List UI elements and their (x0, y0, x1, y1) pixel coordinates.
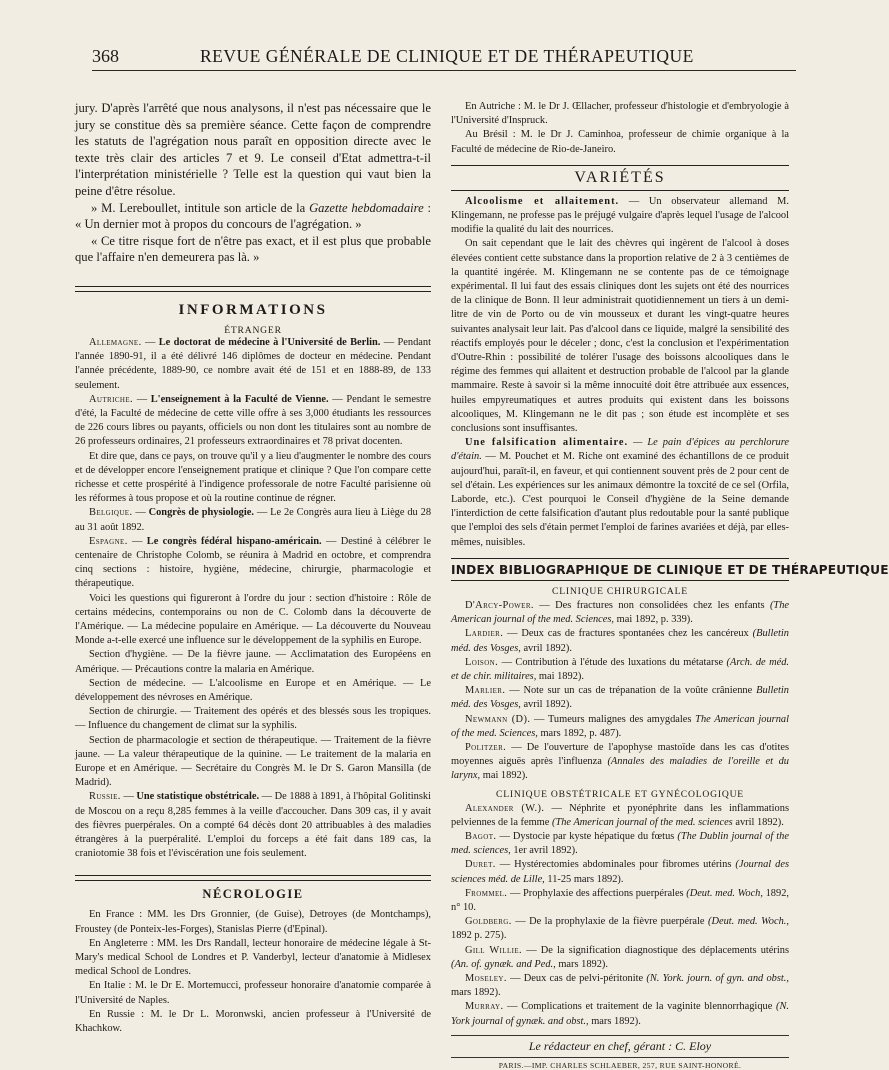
index-date: avril 1892). (520, 699, 572, 711)
information-text: De 1888 à 1891, à l'hôpital Golitinski de Moscou on a reçu 8,285 femmes à la veille d'accoucher. Dans 309 cas, il y avait des fièvres puerpérales. On a compté 64 décès dont 20 attribuables à des maladies étrangères à la puerpéralité. L'emploi du forceps a été fait dans 189 cas, la craniotomie 38 fois et l'éviscération une fois seulement. (75, 791, 431, 860)
index-title-text: — Deux cas de pelvi-péritonite (506, 972, 647, 984)
information-text: Section de chirurgie. — Traitement des opérés et des blessés sous les tropiques. — Influence du changement de climat sur la syphilis. (75, 706, 431, 732)
index-journal: (The American journal of the med. Sciences, (451, 599, 789, 626)
index-author: Gill Willie. (465, 944, 523, 956)
index-title-text: — Complications et traitement de la vaginite blennorrhagique (503, 1001, 776, 1013)
running-title: REVUE GÉNÉRALE DE CLINIQUE ET DE THÉRAPEUTIQUE (200, 46, 694, 66)
country-label: Allemagne. (89, 336, 142, 348)
index-author: Marlier. (465, 685, 506, 697)
information-entry: Espagne. — Le congrès fédéral hispano-américain. — Destiné à célébrer le centenaire de Christophe Colomb, se réunira à Madrid en octobre, et comprendra cinq sections : histoire, hygiène, médecine, chirurgie, pharmacologie et thérapeutique. (75, 535, 431, 590)
necrologie-entry: En Russie : M. le Dr L. Moronwski, ancien professeur à l'Université de Khachkow. (75, 1008, 431, 1035)
index-author: Bagot. (465, 830, 497, 842)
index-entry (451, 599, 789, 627)
page-number: 368 (92, 46, 119, 66)
information-entry: Autriche. — L'enseignement à la Faculté de Vienne. — Pendant le semestre d'été, la Faculté de médecine de cette ville offre à ses 3,000 étudiants les ressources de 226 cours libres ou payants, officiels ou non dont les titulaires sont au nombre de 26 professeurs ordinaires, 21 professeurs extraordinaires et 78 privat docenten. (75, 393, 431, 448)
index-date: mars 1892, p. 487). (537, 727, 622, 739)
index-entry (451, 684, 789, 712)
information-text: Voici les questions qui figureront à l'ordre du jour : section d'histoire : Rôle de certains médecins, contemporains ou non de C. Colomb dans la découverte de l'Amérique. — La médecine populaire en Amérique. — La découverte du Nouveau Monde a-t-elle exercé une influence sur le développement de la syphilis en Europe. (75, 592, 431, 647)
index-journal: (Deut. med. Woch, (686, 887, 763, 899)
index-journal: (Journal des sciences méd. de Lille, (451, 859, 789, 885)
right-column (451, 100, 889, 1070)
index-date: avril 1892). (520, 642, 572, 654)
index-title-text: — Note sur un cas de trépanation de la voûte crânienne (505, 685, 757, 697)
intro-paragraph: jury. D'après l'arrêté que nous analysons, il n'est pas nécessaire que le jury se constitue dès sa première séance. Cette façon de comprendre les statuts de l'agrégation nous paraît en opposition directe avec le texte très clair des articles 7 et 9. Le conseil d'Etat admettra-t-il l'interprétation ministérielle ? Telle est la question qui vaut bien la peine d'être résolue. (75, 101, 431, 198)
index-author: Goldberg. (465, 916, 512, 928)
index-journal: (Deut. med. Woch., (708, 916, 789, 928)
varietes-title: VARIÉTÉS (451, 165, 789, 191)
index-entry (451, 656, 789, 684)
index-entry (451, 830, 789, 858)
information-text: Section de médecine. — L'alcoolisme en Europe et en Amérique. — Le développement des névroses en Amérique. (75, 677, 431, 704)
left-column (75, 100, 431, 1036)
index-title-text: — Néphrite et pyonéphrite dans les inflammations pelviennes de la femme (451, 802, 789, 828)
index-title-text: — Hystérectomies abdominales pour fibromes utérins (495, 859, 736, 871)
index-date: mars 1892). (588, 1015, 641, 1027)
lereboullet-quote: : « Un dernier mot à propos du concours de l'agrégation. » (75, 200, 431, 232)
index-entry (451, 1000, 789, 1028)
obituary-continued: Au Brésil : M. le Dr J. Caminhoa, professeur de chimie organique à la Faculté de médecine de Rio-de-Janeiro. (451, 129, 789, 155)
closing-quote: « Ce titre risque fort de n'être pas exact, et il est plus que probable que l'affaire n'en demeurera pas là. » (75, 233, 431, 265)
index-date: 11-25 mars 1892). (544, 873, 624, 885)
index-title-text: — Tumeurs malignes des amygdales (530, 713, 696, 725)
information-headline: L'enseignement à la Faculté de Vienne. (150, 393, 329, 405)
index-author: Alexander (W.). (465, 802, 545, 814)
information-entry (75, 648, 431, 676)
header-rule (92, 70, 796, 71)
information-entry (75, 705, 431, 733)
falsification-article (451, 436, 789, 550)
index-journal: (N. York journal of gynæk. and obst., (451, 1001, 789, 1027)
index-date: mai 1892). (480, 770, 528, 782)
necrologie-list (75, 908, 431, 1036)
index-journal: (N. York. journ. of gyn. and obst., (646, 972, 789, 984)
index-author: Frommel. (465, 887, 508, 899)
necrologie-title: NÉCROLOGIE (202, 887, 304, 902)
index-title-text: — De l'ouverture de l'apophyse mastoïde dans les cas d'otites moyennes aiguës après l'influenza (451, 741, 789, 768)
information-entry (75, 734, 431, 791)
index-journal: (The American journal of the med. sciences (551, 816, 733, 828)
index-title-text: — Deux cas de fractures spontanées chez les cancéreux (503, 628, 753, 640)
index-date: avril 1892). (732, 816, 784, 828)
information-text: Section de pharmacologie et section de thérapeutique. — Traitement de la fièvre jaune. — La valeur thérapeutique de la quinine. — Le traitement de la malaria en Europe et en Amérique. — Secrétaire du Congrès M. le Dr S. Garon Mansilla (de Madrid). (75, 734, 431, 789)
information-entry: Allemagne. — Le doctorat de médecine à l'Université de Berlin. — Pendant l'année 1890-91, il a été délivré 146 diplômes de docteur en médecine. Pendant l'année précédente, 1889-90, ce nombre avait été de 151 et en 1888-89, de 133 seulement. (75, 336, 431, 391)
information-entry (75, 450, 431, 507)
information-headline: Une statistique obstétricale. (136, 791, 260, 803)
index-title-text: — Des fractures non consolidées chez les enfants (533, 599, 770, 611)
information-text: Et dire que, dans ce pays, on trouve qu'il y a lieu d'augmenter le nombre des cours et de développer encore l'enseignement pratique et clinique ? Que l'on compare cette richesse et cette prospérité à l'indigence professorale de notre Faculté parisienne où les réformes à tous propose et où la routine continue de régner. (75, 450, 431, 505)
index-date: mars 1892). (555, 958, 608, 970)
index-journal: (An. of. gynæk. and Ped., (451, 958, 556, 970)
information-entry (75, 677, 431, 705)
index-author: Moseley. (465, 972, 507, 984)
informations-title: INFORMATIONS (178, 301, 328, 318)
information-text: Pendant l'année 1890-91, il a été délivré 146 diplômes de docteur en médecine. Pendant l'année précédente, 1889-90, ce nombre avait été de 151 et en 1888-89, de 133 seulement. (75, 336, 431, 391)
editor-signature: Le rédacteur en chef, gérant : C. Eloy (528, 1038, 712, 1053)
index-entry (451, 887, 789, 915)
alcoolisme-headline: Alcoolisme et allaitement. (465, 195, 620, 207)
information-headline: Congrès de physiologie. (148, 507, 254, 519)
index-author: Politzer. (465, 741, 507, 753)
index-entry (451, 627, 789, 655)
index-date: 1892, n° 10. (451, 887, 789, 913)
index-journal: (Bulletin méd. des Vosges, (451, 628, 789, 654)
falsification-headline: Une falsification alimentaire. (465, 437, 629, 449)
index-title-text: — Prophylaxie des affections puerpérales (507, 887, 687, 899)
index-journal: (Annales des maladies de l'oreille et du larynx, (451, 756, 789, 782)
index-journal: (Arch. de méd. et de chir. militaires, (451, 656, 789, 682)
index-title-text: — Dystocie par kyste hépatique du fœtus (496, 830, 678, 842)
index-entry (451, 915, 789, 943)
information-text: Destiné à célébrer le centenaire de Christophe Colomb, se réunira à Madrid en octobre, et comprendra cinq sections : histoire, hygiène, médecine, chirurgie, pharmacologie et thérapeutique. (75, 535, 431, 590)
information-text: Le 2e Congrès aura lieu à Liège du 28 au 31 août 1892. (75, 507, 432, 533)
index-section-heading: CLINIQUE CHIRURGICALE (552, 585, 688, 597)
country-label: Belgique. (89, 507, 133, 519)
index-title: INDEX BIBLIOGRAPHIQUE DE CLINIQUE ET DE THÉRAPEUTIQUE (451, 558, 789, 581)
index-journal: (The Dublin journal of the med. sciences, (451, 830, 789, 857)
index-journal: Bulletin méd. des Vosges, (451, 685, 789, 711)
country-label: Russie. (89, 791, 121, 803)
information-headline: Le doctorat de médecine à l'Université de Berlin. (158, 336, 381, 348)
index-author: D'Arcy-Power. (465, 599, 534, 611)
index-date: 1er avril 1892). (510, 845, 578, 857)
information-headline: Le congrès fédéral hispano-américain. (146, 535, 322, 547)
index-entry (451, 972, 789, 1000)
country-label: Espagne. (89, 535, 128, 547)
gazette-title: Gazette hebdomadaire (309, 200, 424, 215)
index-author: Newmann (D). (465, 713, 531, 725)
lereboullet-text: » M. Lereboullet, intitule son article de la (91, 200, 310, 215)
etranger-subtitle: ÉTRANGER (224, 324, 282, 336)
obituary-continued: En Autriche : M. le Dr J. Œllacher, professeur d'histologie et d'embryologie à l'Université d'Inspruck. (451, 101, 789, 127)
printer-imprint: PARIS.—IMP. CHARLES SCHLAEBER, 257, RUE SAINT-HONORÉ. (498, 1060, 742, 1070)
lereboullet-paragraph (75, 200, 431, 233)
page-header (0, 42, 800, 72)
index-entry (451, 944, 789, 972)
index-date: mai 1892, p. 339). (614, 614, 693, 626)
index-date: mai 1892). (536, 670, 584, 682)
information-entry (75, 592, 431, 649)
index-author: Loison. (465, 656, 499, 668)
index-journal: The American journal of the med. Sciences, (451, 713, 789, 739)
index-author: Duret. (465, 859, 496, 871)
informations-list (75, 336, 431, 862)
index-author: Lardier. (465, 628, 504, 640)
index-entry (451, 713, 789, 741)
country-label: Autriche. (89, 393, 134, 405)
index-date: mars 1892). (451, 987, 501, 999)
information-entry: Belgique. — Congrès de physiologie. — Le 2e Congrès aura lieu à Liège du 28 au 31 août 1892. (75, 507, 432, 533)
index-section-heading: CLINIQUE OBSTÉTRICALE ET GYNÉCOLOGIQUE (496, 788, 744, 800)
information-text: Section d'hygiène. — De la fièvre jaune. — Acclimatation des Européens en Amérique. — Précautions contre la malaria en Amérique. (75, 649, 431, 675)
alcoolisme-continued: On sait cependant que le lait des chèvres qui ingèrent de l'alcool à doses élevées contient cette substance dans la proportion relative de 2 à 3 centièmes de la quantité ingérée. M. Klingemann ne se contente pas de ce témoignage expérimental. Il lui faut des essais cliniques dont les sujets ont été des nourrices de la clinique de Bonn. Il leur administrait quotidiennement un tiers à un demi-litre de vin de Porto ou de vin mousseux et durant les vingt-quatre heures suivantes analysait leur lait. Pas d'alcool dans ce liquide, malgré la sensibilité des réactifs employés pour le déceler ; donc, c'est la conclusion et l'expérimentation d'Outre-Rhin : possibilité de tolérer l'usage des boissons alcooliques dans le régime des femmes qui allaitent et destruction probable de l'alcool par la glande mammaire. Reste à savoir si la même innocuité doit être attribuée aux essences, huiles empyreumatiques et autres produits qui existent dans les boissons alcooliques, M. Klingemann ne le dit pas ; son étude est incomplète et ses conclusions sont insuffisantes. (451, 238, 789, 435)
alcoolisme-text: — Un observateur allemand M. Klingemann, ne professe pas le préjugé vulgaire d'après lequel l'usage de l'alcool modifie la qualité du lait des nourrices. (451, 195, 789, 236)
index-sections (451, 586, 789, 1029)
information-entry: Russie. — Une statistique obstétricale. — De 1888 à 1891, à l'hôpital Golitinski de Moscou on a reçu 8,285 femmes à la veille d'accoucher. Dans 309 cas, il y avait des fièvres puerpérales. On a compté 64 décès dont 20 attribuables à des maladies étrangères à la puerpéralité. L'emploi du forceps a été fait dans 189 cas, la craniotomie 38 fois et l'éviscération une fois seulement. (75, 791, 431, 860)
information-text: Pendant le semestre d'été, la Faculté de médecine de cette ville offre à ses 3,000 étudiants les ressources de 226 cours libres ou payants, officiels ou non dont les titulaires sont au nombre de 26 professeurs ordinaires, 21 professeurs extraordinaires et 78 privat docenten. (75, 393, 431, 448)
index-entry (451, 858, 789, 886)
falsification-subtitle: — Le pain d'épices au perchlorure d'étain. (451, 437, 789, 463)
necrologie-entry: En France : MM. les Drs Gronnier, (de Guise), Detroyes (de Montchamps), Froustey (de Ponteix-les-Forges), Stanislas Pierre (d'Epinal). (75, 909, 431, 935)
necrologie-entry: En Italie : M. le Dr E. Mortemucci, professeur honoraire d'anatomie comparée à l'Université de Naples. (75, 980, 431, 1006)
falsification-text: — M. Pouchet et M. Riche ont examiné des échantillons de ce produit aujourd'hui, paraît-il, en faveur, et qui contiennent souvent près de 2 pour cent de sel d'étain. Les expériences sur les animaux démontre la toxcité de ce sel (Orfila, Laborde, etc.). C'est pourquoi le Conseil d'hygiène de la Seine demande l'interdiction de cette falsification d'autant plus redoutable pour la santé publique que l'emploi des sels d'étain permet l'emploi de farines avariées et déjà, par elles-mêmes, nuisibles. (451, 451, 789, 548)
index-title-text: — De la signification diagnostique des déplacements utérins (522, 944, 789, 956)
index-entry (451, 741, 789, 784)
index-entry (451, 802, 789, 830)
index-author: Murray. (465, 1001, 504, 1013)
index-title-text: — Contribution à l'étude des luxations du métatarse (498, 656, 727, 668)
necrologie-entry: En Angleterre : MM. les Drs Randall, lecteur honoraire de médecine légale à St-Mary's medical School de Londres et P. Vanderbyl, lecteur d'anatomie à Midlesex medical School de Londres. (75, 937, 431, 978)
index-date: 1892 p. 275). (451, 930, 507, 942)
alcoolisme-article (451, 195, 789, 238)
index-title-text: — De la prophylaxie de la fièvre puerpérale (511, 916, 708, 928)
